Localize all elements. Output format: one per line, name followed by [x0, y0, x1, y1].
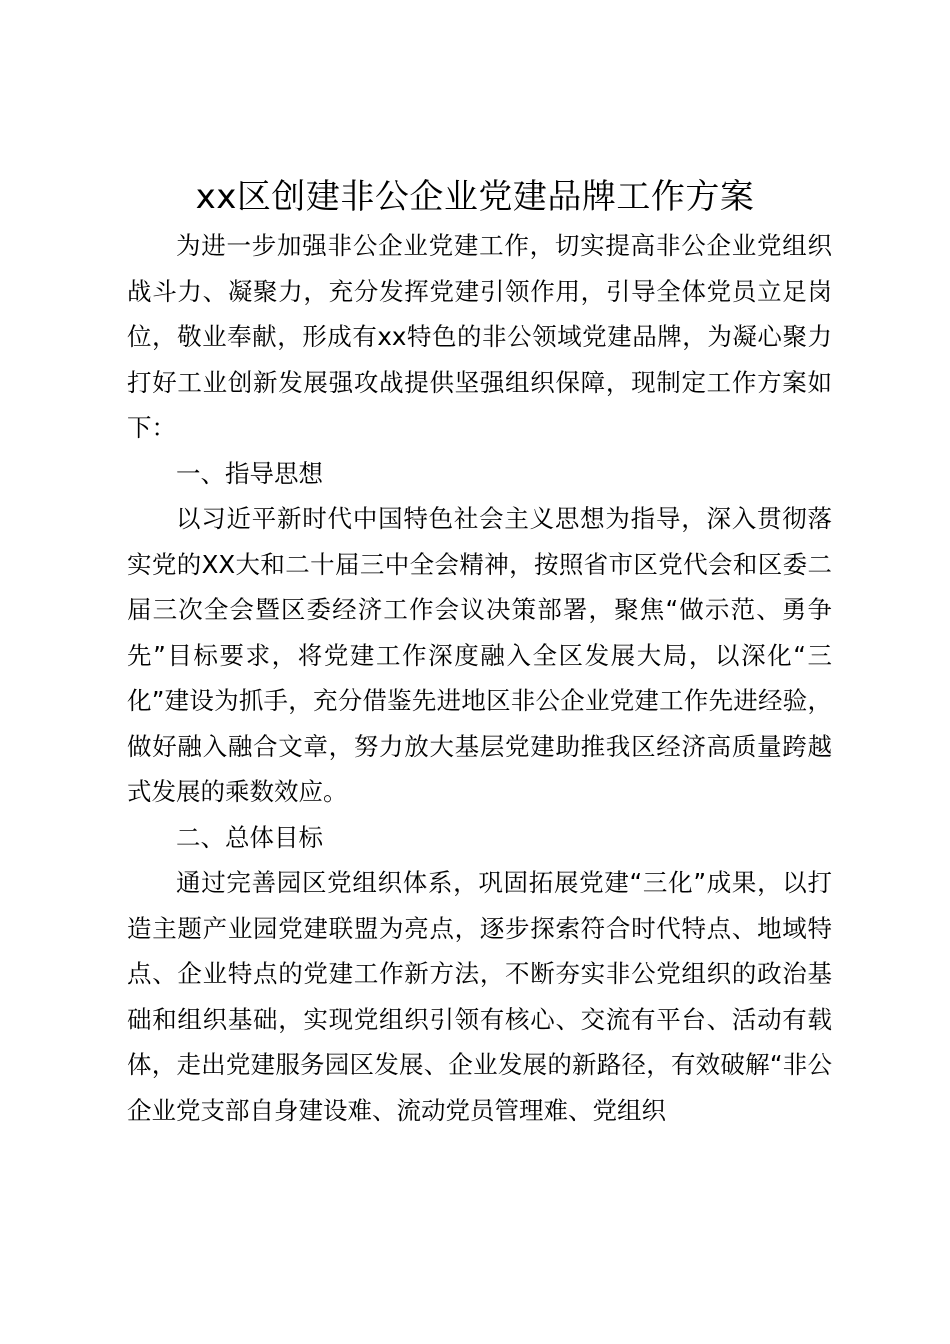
overall-goal-paragraph: 通过完善园区党组织体系，巩固拓展党建“三化”成果，以打造主题产业园党建联盟为亮点，逐步探索符合时代特点、地域特点、企业特点的党建工作新方法，不断夯实非公党组织的政治基础和组织基础，实现党组织引领有核心、交流有平台、活动有载体，走出党建服务园区发展、企业发展的新路径，有效破解“非公企业党支部自身建设难、流动党员管理难、党组织	[127, 868, 832, 1125]
section-heading-overall-goal: 二、总体目标	[176, 822, 323, 852]
document-body	[127, 223, 832, 1133]
section-heading-guiding-ideology: 一、指导思想	[176, 458, 323, 488]
document-title: xx区创建非公企业党建品牌工作方案	[195, 177, 755, 217]
guiding-ideology-paragraph: 以习近平新时代中国特色社会主义思想为指导，深入贯彻落实党的XX大和二十届三中全会精神，按照省市区党代会和区委二届三次全会暨区委经济工作会议决策部署，聚焦“做示范、勇争先”目标要求，将党建工作深度融入全区发展大局，以深化“三化”建设为抓手，充分借鉴先进地区非公企业党建工作先进经验，做好融入融合文章，努力放大基层党建助推我区经济高质量跨越式发展的乘数效应。	[127, 504, 832, 806]
intro-paragraph: 为进一步加强非公企业党建工作，切实提高非公企业党组织战斗力、凝聚力，充分发挥党建引领作用，引导全体党员立足岗位，敬业奉献，形成有xx特色的非公领域党建品牌，为凝心聚力打好工业创新发展强攻战提供坚强组织保障，现制定工作方案如下：	[127, 231, 832, 442]
